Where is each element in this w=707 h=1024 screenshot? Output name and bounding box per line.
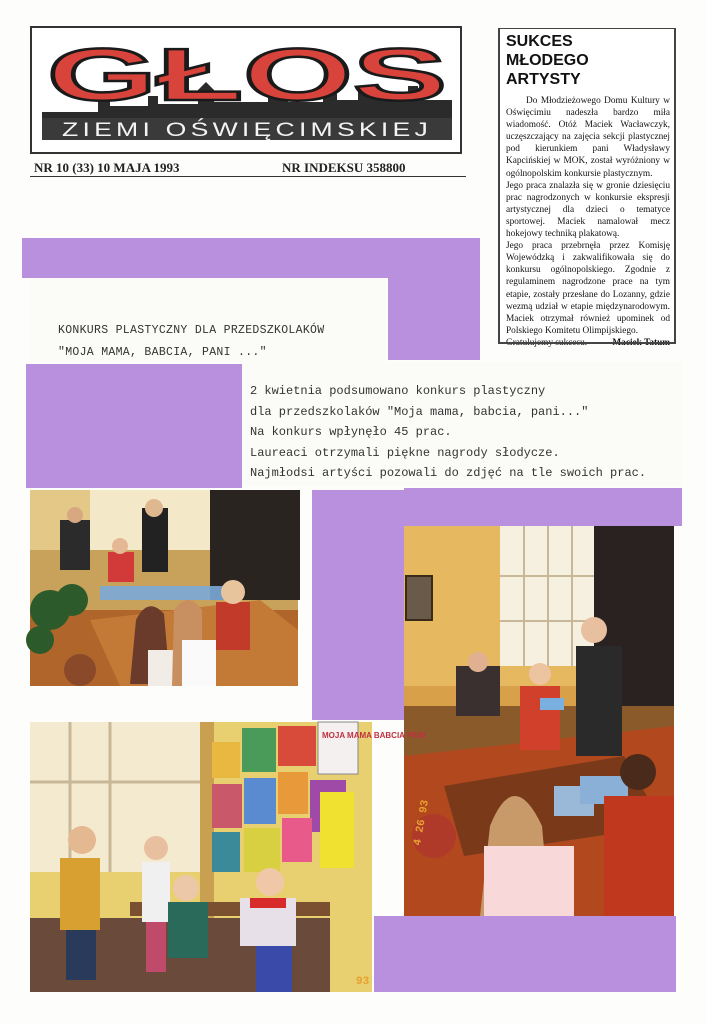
purple-block-left: [26, 364, 242, 488]
report-line: Laureaci otrzymali piękne nagrody słodycze.: [250, 445, 560, 460]
report-line: Na konkurs wpłynęło 45 prac.: [250, 425, 452, 439]
report-line: dla przedszkolaków "Moja mama, babcia, pani...": [250, 404, 589, 419]
contest-title-line2: "MOJA MAMA, BABCIA, PANI ...": [58, 346, 267, 359]
masthead: [30, 26, 462, 154]
sidebar-body: [506, 95, 670, 349]
photo-date-stamp-bottom: 93: [356, 976, 370, 988]
photo-classroom-presentation: [30, 490, 298, 686]
sidebar-title: SUKCES MŁODEGO ARTYSTY: [506, 33, 589, 88]
purple-strip-right: [404, 488, 682, 526]
purple-block-middle: [312, 490, 404, 720]
sidebar-article: [498, 28, 676, 348]
poster-title: MOJA MAMA BABCIA PANI: [322, 731, 426, 740]
issue-number: NR 10 (33) 10 MAJA 1993: [34, 160, 180, 175]
purple-block-bottom: [374, 916, 676, 992]
photo-award-ceremony: [404, 526, 674, 916]
sidebar-author: Maciek Tatum: [612, 337, 670, 348]
masthead-title: GŁOS: [47, 33, 447, 116]
index-number: NR INDEKSU 358800: [282, 160, 406, 175]
sidebar-paragraph: Jego praca znalazła się w gronie dziesięciu prac nagrodzonych w konkursie ekspresji artystycznej dla dzieci o tematyce sportowej. Maciek namalował mecz hokejowy techniką plakatową.: [506, 180, 670, 240]
report-text: [250, 381, 646, 484]
masthead-subtitle: ZIEMI OŚWIĘCIMSKIEJ: [62, 120, 326, 141]
contest-title: [58, 320, 324, 364]
issue-line: [30, 160, 466, 177]
sidebar-closing: Gratulujemy sukcesu.: [506, 337, 588, 348]
purple-block-right: [388, 238, 480, 360]
report-line: 2 kwietnia podsumowano konkurs plastyczny: [250, 384, 546, 398]
sidebar-rule: [498, 342, 676, 344]
sidebar-paragraph: Do Młodzieżowego Domu Kultury w Oświęcimiu nadeszła bardzo miła wiadomość. Otóż Maciek Wacławczyk, uczęszczający na zajęcia sekcji plastycznej pod kierunkiem pani Władysławy Kapcińskiej w MOK, został wyróżniony w ogólnopolskim konkursie plastycznym.: [506, 96, 670, 179]
sidebar-paragraph: Jego praca przebrnęła przez Komisję Wojewódzką i zakwalifikowała się do konkursu ogólnopolskiego. Zgodnie z regulaminem nagrodzone prace na tym etapie, zostały przesłane do Lozanny, gdzie wezmą udział w etapie międzynarodowym. Maciek otrzymał również upominek od Polskiego Komitetu Olimpijskiego.: [506, 241, 670, 336]
newspaper-logo: [38, 30, 456, 148]
contest-title-line1: KONKURS PLASTYCZNY DLA PRZEDSZKOLAKÓW: [58, 324, 325, 337]
photo-date-stamp: 4 26 93: [412, 799, 432, 847]
report-line: Najmłodsi artyści pozowali do zdjęć na tle swoich prac.: [250, 466, 647, 480]
